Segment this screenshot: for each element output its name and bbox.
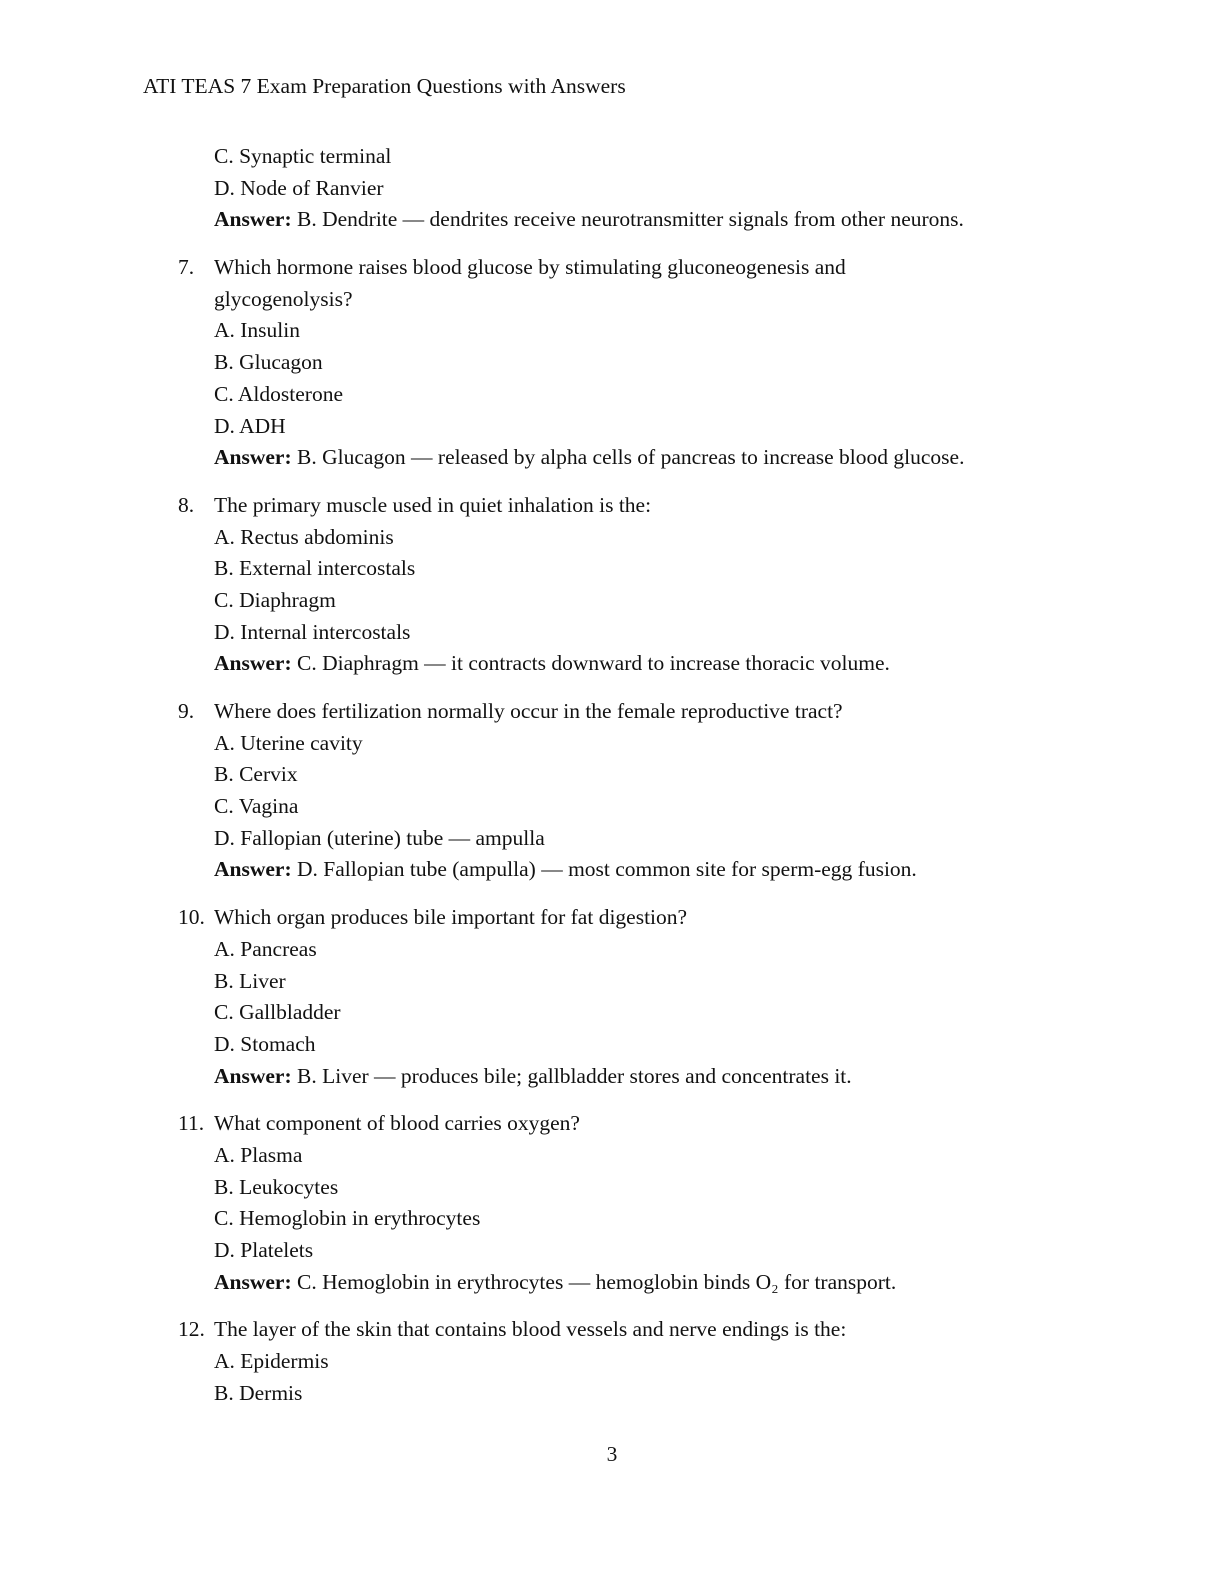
answer-label: Answer: <box>214 207 292 232</box>
option-item: A. Pancreas <box>214 936 317 961</box>
answer-text: D. Fallopian tube (ampulla) — most common site for sperm-egg fusion. <box>291 857 917 882</box>
answer-line <box>0 1061 1224 1093</box>
option-item: C. Vagina <box>214 794 299 819</box>
answer-line <box>0 442 1224 474</box>
question-text: The layer of the skin that contains blood vessels and nerve endings is the: <box>214 1317 847 1342</box>
option-item: C. Synaptic terminal <box>214 144 392 168</box>
question-stem-line <box>0 1314 1224 1346</box>
question-block <box>0 1108 1224 1298</box>
answer-line <box>0 1267 1224 1299</box>
option-item: B. Liver <box>214 968 286 993</box>
question-number: 8. <box>178 492 195 517</box>
question-block <box>0 490 1224 680</box>
option-item: D. ADH <box>214 413 286 438</box>
answer-label: Answer: <box>214 1269 292 1294</box>
option-item: A. Insulin <box>214 318 300 343</box>
option-item: D. Fallopian (uterine) tube — ampulla <box>214 825 545 850</box>
page-number: 3 <box>606 1442 618 1466</box>
question-text: The primary muscle used in quiet inhalation is the: <box>214 492 652 517</box>
option-item: A. Uterine cavity <box>214 730 363 755</box>
option-item: D. Internal intercostals <box>214 619 411 644</box>
question-block <box>0 252 1224 474</box>
question-block <box>0 1314 1224 1409</box>
question-text: Where does fertilization normally occur in the female reproductive tract? <box>214 699 843 723</box>
question-text: What component of blood carries oxygen? <box>214 1111 580 1136</box>
question-stem-line <box>0 902 1224 934</box>
question-number: 7. <box>178 255 195 280</box>
option-item: B. Cervix <box>214 762 298 787</box>
answer-text: B. Glucagon — released by alpha cells of pancreas to increase blood glucose. <box>291 445 965 470</box>
question-block <box>0 902 1224 1092</box>
question-stem-line <box>0 490 1224 522</box>
option-item: A. Plasma <box>214 1142 303 1167</box>
answer-label: Answer: <box>214 445 292 470</box>
answer-line <box>0 854 1224 886</box>
question-stem-line <box>0 696 1224 728</box>
question-number: 9. <box>178 699 195 723</box>
answer-label: Answer: <box>214 1063 292 1088</box>
answer-text: C. Diaphragm — it contracts downward to increase thoracic volume. <box>291 651 890 676</box>
option-item: B. Dermis <box>214 1380 303 1405</box>
option-item: D. Node of Ranvier <box>214 175 384 200</box>
option-item: D. Stomach <box>214 1031 316 1056</box>
option-item: C. Gallbladder <box>214 1000 341 1025</box>
question-text-continuation: glycogenolysis? <box>214 286 353 311</box>
option-item: A. Epidermis <box>214 1349 329 1374</box>
answer-label: Answer: <box>214 651 292 676</box>
question-number: 11. <box>178 1111 205 1136</box>
answer-line <box>0 648 1224 680</box>
option-item: B. External intercostals <box>214 556 416 581</box>
question-stem-line <box>0 252 1224 284</box>
continued-question-block <box>0 141 1224 236</box>
questions-content <box>0 141 1224 1409</box>
option-item: A. Rectus abdominis <box>214 524 394 549</box>
option-item: C. Hemoglobin in erythrocytes <box>214 1206 481 1231</box>
question-number: 12. <box>178 1317 205 1342</box>
question-block <box>0 696 1224 886</box>
page-header-title: ATI TEAS 7 Exam Preparation Questions with Answers <box>143 74 626 98</box>
option-item: B. Leukocytes <box>214 1174 339 1199</box>
question-number: 10. <box>178 905 205 930</box>
answer-text: B. Dendrite — dendrites receive neurotransmitter signals from other neurons. <box>291 207 964 232</box>
answer-line <box>0 204 1224 236</box>
question-text: Which hormone raises blood glucose by stimulating gluconeogenesis and <box>214 255 846 280</box>
option-item: B. Glucagon <box>214 350 323 375</box>
answer-text: B. Liver — produces bile; gallbladder stores and concentrates it. <box>291 1063 852 1088</box>
question-text: Which organ produces bile important for fat digestion? <box>214 905 688 930</box>
option-item: C. Diaphragm <box>214 587 336 612</box>
question-stem-line <box>0 1108 1224 1140</box>
option-item: C. Aldosterone <box>214 381 343 406</box>
option-item: D. Platelets <box>214 1238 314 1262</box>
answer-label: Answer: <box>214 857 292 882</box>
answer-text: C. Hemoglobin in erythrocytes — hemoglobin binds O₂ for transport. <box>291 1269 897 1294</box>
